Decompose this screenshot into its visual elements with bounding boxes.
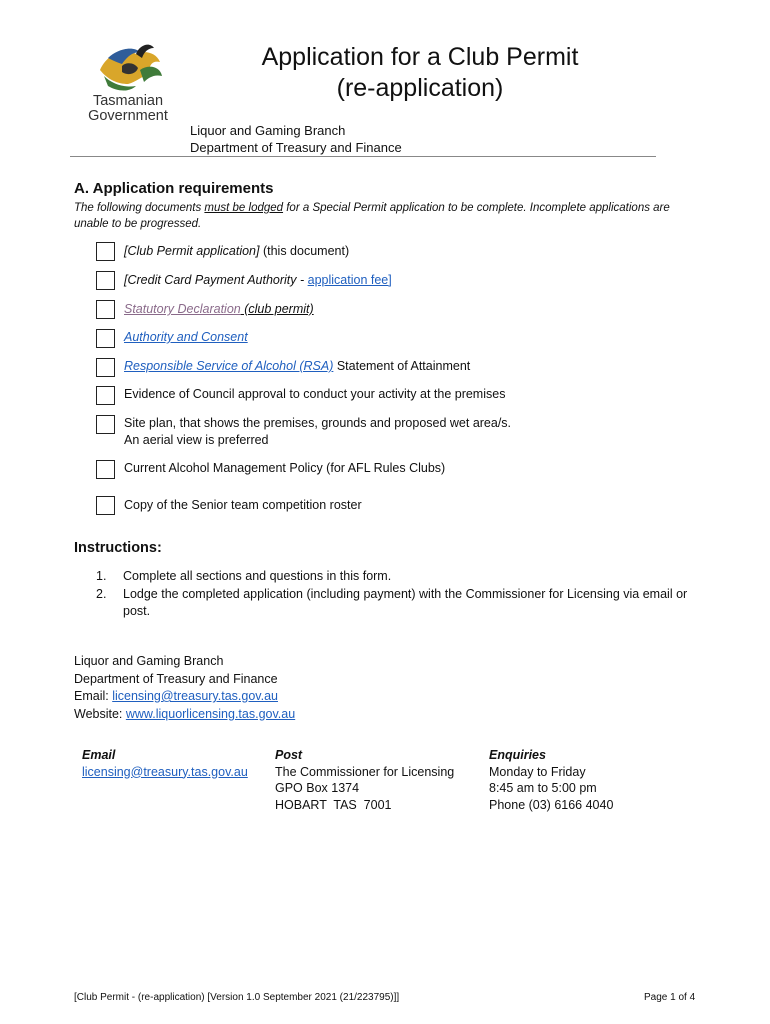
checklist-label-8: Current Alcohol Management Policy (for AFL Rules Clubs) [124,461,446,475]
enquiries-column-heading: Enquiries [489,748,546,762]
section-a-heading: A. Application requirements [74,180,274,197]
item7-line-1: Site plan, that shows the premises, grounds and proposed wet area/s. [124,416,512,430]
checkbox-statutory-declaration[interactable] [96,300,115,319]
intro-post: for a Special Permit application to be complete. Incomplete applications are unable to be progressed. [74,202,670,230]
checkbox-club-permit-application[interactable] [96,242,115,261]
title-line-2: (re-application) [336,74,504,102]
post-line-2: GPO Box 1374 [275,781,360,795]
authority-consent-link[interactable]: Authority and Consent [124,330,248,344]
contact-email-link[interactable]: licensing@treasury.tas.gov.au [112,689,278,703]
contact-block [74,653,295,723]
item5-text: Statement of Attainment [333,359,471,373]
intro-pre: The following documents [74,202,205,214]
enquiries-line-3: Phone (03) 6166 4040 [489,797,614,812]
logo-line-1: Tasmanian [92,93,164,109]
checkbox-competition-roster[interactable] [96,496,115,515]
checkbox-rsa[interactable] [96,358,115,377]
title-line-1: Application for a Club Permit [261,43,579,71]
item1-italic: [Club Permit application] [124,244,260,258]
statutory-declaration-link[interactable]: Statutory Declaration [124,302,241,316]
enquiries-column [489,747,613,813]
step-2-text: Lodge the completed application (including payment) with the Commissioner for Licensing via email or post. [123,586,688,618]
page-title [220,42,620,104]
checklist-label-1 [124,243,349,260]
branch-header [190,123,402,156]
item2-italic: [Credit Card Payment Authority - [124,273,308,287]
step-1-number: 1. [96,569,107,583]
contact-email-row [74,688,295,706]
list-item [96,568,716,586]
checkbox-credit-card-payment[interactable] [96,271,115,290]
enquiries-line-1: Monday to Friday [489,764,586,779]
post-column-heading: Post [275,748,303,762]
branch-line-2: Department of Treasury and Finance [190,139,402,155]
branch-line-1: Liquor and Gaming Branch [190,123,346,138]
item1-text: (this document) [259,244,350,258]
email-label: Email: [74,689,113,703]
checkbox-authority-consent[interactable] [96,329,115,348]
list-item [96,586,716,621]
logo-line-2: Government [88,108,168,124]
item7-line-2: An aerial view is preferred [124,433,269,447]
enquiries-line-2: 8:45 am to 5:00 pm [489,781,597,795]
checklist-label-3 [124,301,314,318]
footer-doc-ref: [Club Permit - (re-application) [Version 1.0 September 2021 (21/223795)]] [74,992,400,1003]
post-line-1: The Commissioner for Licensing [275,764,455,779]
email-column-link[interactable]: licensing@treasury.tas.gov.au [82,764,248,779]
contact-line-1: Liquor and Gaming Branch [74,654,224,668]
instructions-heading: Instructions: [74,540,162,556]
checkbox-alcohol-policy[interactable] [96,460,115,479]
checklist-label-6: Evidence of Council approval to conduct your activity at the premises [124,387,506,401]
contact-website-link[interactable]: www.liquorlicensing.tas.gov.au [125,706,296,721]
contact-line-2: Department of Treasury and Finance [74,671,278,686]
checklist-label-9: Copy of the Senior team competition roster [124,498,362,512]
checklist-label-2 [124,272,392,289]
checklist-label-7 [124,415,511,449]
checkbox-site-plan[interactable] [96,415,115,434]
section-a-intro [74,200,704,232]
item3-text: (club permit) [240,302,314,316]
step-2-number: 2. [96,586,107,601]
intro-underlined: must be lodged [204,202,284,214]
website-label: Website: [74,706,126,721]
checkbox-council-approval[interactable] [96,386,115,405]
logo-wordmark [78,94,178,124]
email-column [82,747,248,780]
footer-page-number: Page 1 of 4 [644,992,696,1003]
rsa-link[interactable]: Responsible Service of Alcohol (RSA) [124,359,334,373]
post-column [275,747,454,813]
instructions-list [96,568,716,621]
step-1-text: Complete all sections and questions in this form. [123,569,392,583]
header-divider [70,156,656,157]
email-column-heading: Email [82,748,116,762]
checklist-label-4 [124,329,248,346]
post-line-3: HOBART TAS 7001 [275,797,392,812]
checklist-label-5 [124,358,470,375]
application-fee-link[interactable]: application fee] [307,273,392,287]
contact-website-row [74,706,295,724]
